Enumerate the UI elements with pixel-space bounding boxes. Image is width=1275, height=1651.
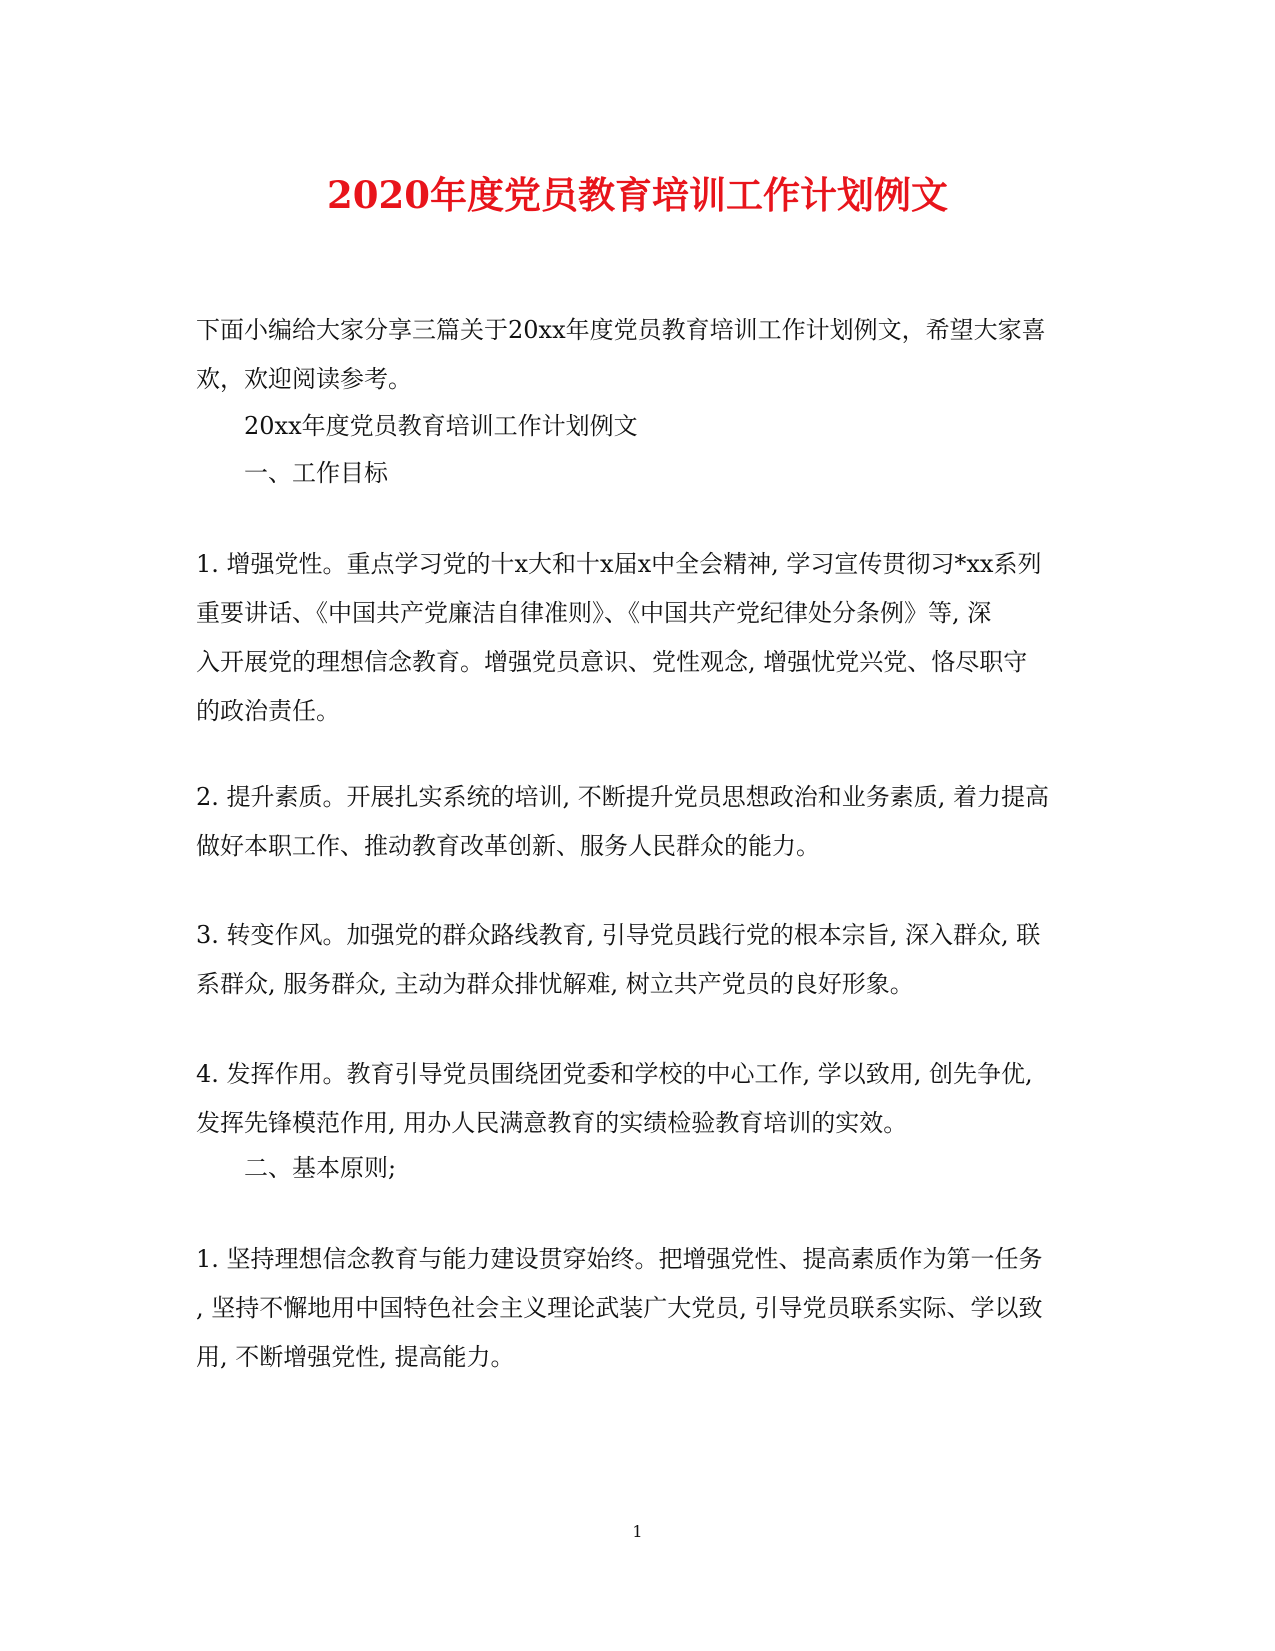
text-line: 的政治责任。 xyxy=(196,697,340,725)
text-line: 入开展党的理想信念教育。增强党员意识、党性观念, 增强忧党兴党、恪尽职守 xyxy=(196,648,1028,676)
text-line: 4. 发挥作用。教育引导党员围绕团党委和学校的中心工作, 学以致用, 创先争优, xyxy=(196,1060,1033,1088)
principle1-paragraph xyxy=(196,1235,1076,1382)
subtitle: 20xx年度党员教育培训工作计划例文 xyxy=(244,412,638,440)
document-title: 2020年度党员教育培训工作计划例文 xyxy=(327,173,948,217)
text-line: 做好本职工作、推动教育改革创新、服务人民群众的能力。 xyxy=(196,832,820,860)
text-line: 下面小编给大家分享三篇关于20xx年度党员教育培训工作计划例文，希望大家喜 xyxy=(196,316,1046,344)
goal2-paragraph xyxy=(196,773,1076,871)
text-line: 1. 坚持理想信念教育与能力建设贯穿始终。把增强党性、提高素质作为第一任务 xyxy=(196,1245,1043,1273)
goal1-paragraph xyxy=(196,540,1076,736)
goal4-paragraph xyxy=(196,1050,1076,1148)
section-heading: 二、基本原则; xyxy=(244,1154,397,1182)
goal3-paragraph xyxy=(196,911,1076,1009)
text-line: 系群众, 服务群众, 主动为群众排忧解难, 树立共产党员的良好形象。 xyxy=(196,970,914,998)
text-line: 用, 不断增强党性, 提高能力。 xyxy=(196,1343,515,1371)
section2-heading-paragraph xyxy=(196,1144,1076,1193)
text-line: 重要讲话、《中国共产党廉洁自律准则》、《中国共产党纪律处分条例》等, 深 xyxy=(196,599,992,627)
page-number: 1 xyxy=(632,1522,643,1541)
section-heading: 一、工作目标 xyxy=(244,459,388,487)
section1-heading-paragraph xyxy=(196,449,1076,498)
text-line: 3. 转变作风。加强党的群众路线教育, 引导党员践行党的根本宗旨, 深入群众, 联 xyxy=(196,921,1041,949)
text-line: 2. 提升素质。开展扎实系统的培训, 不断提升党员思想政治和业务素质, 着力提高 xyxy=(196,783,1050,811)
text-line: 发挥先锋模范作用, 用办人民满意教育的实绩检验教育培训的实效。 xyxy=(196,1109,908,1137)
text-line: , 坚持不懈地用中国特色社会主义理论武装广大党员, 引导党员联系实际、学以致 xyxy=(196,1294,1043,1322)
text-line: 欢，欢迎阅读参考。 xyxy=(196,365,412,393)
subtitle-paragraph xyxy=(196,402,1076,451)
intro-paragraph xyxy=(196,306,1076,404)
text-line: 1. 增强党性。重点学习党的十x大和十x届x中全会精神, 学习宣传贯彻习*xx系列 xyxy=(196,550,1042,578)
